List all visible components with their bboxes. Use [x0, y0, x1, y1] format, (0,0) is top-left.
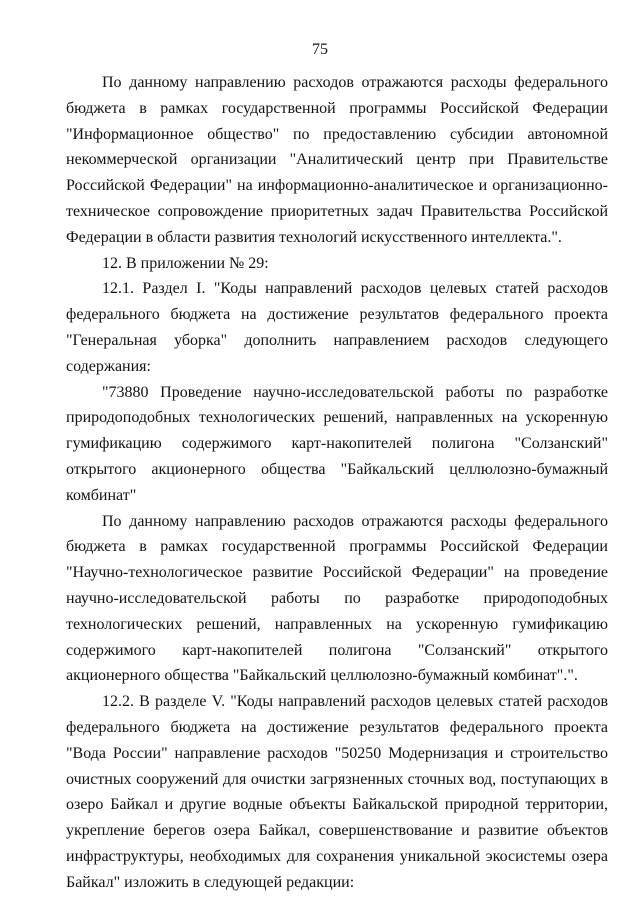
document-body — [66, 70, 608, 896]
paragraph-expense-description-solzansky: По данному направлению расходов отражаются расходы федерального бюджета в рамках государственной программы Российской Федерации "Научно-технологическое развитие Российской Федерации" на проведение научно-исследовательской работы по разработке природоподобных технологических решений, направленных на ускоренную гумификацию содержимого карт-накопителей полигона "Солзанский" открытого акционерного общества "Байкальский целлюлозно-бумажный комбинат".". — [66, 512, 608, 685]
paragraph-section-12-1: 12.1. Раздел I. "Коды направлений расходов целевых статей расходов федерального бюджета на достижение результатов федерального проекта "Генеральная уборка" дополнить направлением расходов следующего содержания: — [66, 280, 608, 375]
paragraph-expense-description-ai: По данному направлению расходов отражаются расходы федерального бюджета в рамках государственной программы Российской Федерации "Информационное общество" по предоставлению субсидии автономной некоммерческой организации "Аналитический центр при Правительстве Российской Федерации" на информационно-аналитическое и организационно-техническое сопровождение приоритетных задач Правительства Российской Федерации в области развития технологий искусственного интеллекта.". — [66, 74, 608, 246]
page-number: 75 — [312, 41, 328, 58]
paragraph-code-73880: "73880 Проведение научно-исследовательской работы по разработке природоподобных технологических решений, направленных на ускоренную гумификацию содержимого карт-накопителей полигона "Солзанский" открытого акционерного общества "Байкальский целлюлозно-бумажный комбинат" — [66, 383, 608, 504]
paragraph-appendix-29: 12. В приложении № 29: — [102, 254, 269, 272]
paragraph-section-12-2: 12.2. В разделе V. "Коды направлений расходов целевых статей расходов федерального бюджета на достижение результатов федерального проекта "Вода России" направление расходов "50250 Модернизация и строительство очистных сооружений для очистки загрязненных сточных вод, поступающих в озеро Байкал и другие водные объекты Байкальской природной территории, укрепление берегов озера Байкал, совершенствование и развитие объектов инфраструктуры, необходимых для сохранения уникальной экосистемы озера Байкал" изложить в следующей редакции: — [66, 693, 608, 891]
